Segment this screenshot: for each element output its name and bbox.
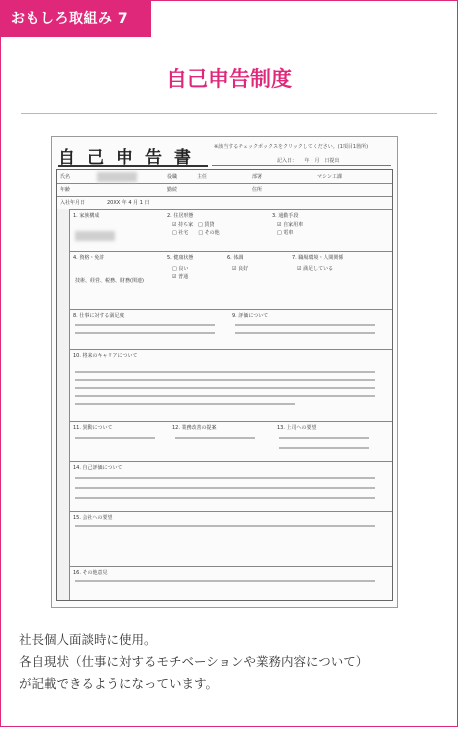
form-row: 入社年月日 20XX 年 4 月 1 日 [57, 196, 392, 210]
description [19, 629, 444, 695]
form-section: 16. その他意見 [57, 566, 392, 600]
description-line: 各自現状（仕事に対するモチベーションや業務内容について） [19, 654, 369, 669]
form-section: 15. 会社への要望 [57, 511, 392, 567]
section-tab: おもしろ取組み 7 [1, 1, 151, 37]
form-section: 14. 自己評価について [57, 461, 392, 512]
document-instruction: ※該当するチェックボックスをクリックしてください。(1項目1箇所) [214, 144, 369, 150]
document-date-row: 記入日： 年 月 日提出 [277, 158, 340, 164]
page-title [1, 63, 457, 93]
form-row: 年齢 勤続 住所 [57, 183, 392, 197]
form-section: 8. 仕事に対する満足度 9. 評価について [57, 309, 392, 350]
document-title: 自己申告書 [58, 143, 208, 167]
form-section: 10. 将来のキャリアについて [57, 349, 392, 422]
page-title-text: 自己申告制度 [162, 67, 296, 91]
form-section: 1. 家族構成 2. 住居形態 3. 通勤手段 ☑ 持ち家 □ 賃貸 □ 社宅 □ その他 ☑ 自家用車 □ 電車 [57, 209, 392, 252]
form-row: 氏名 役職 主任 部署 マシン工課 [57, 170, 392, 184]
document-image [51, 136, 398, 608]
form-section: 4. 資格・免許 5. 健康状態 6. 体調 7. 職場環境・人間関係 技術、経営、税務、財務(関連) □ 良い ☑ 普通 ☑ 良好 ☑ 満足している [57, 251, 392, 310]
description-line: 社長個人面談時に使用。 [19, 632, 157, 647]
form-section: 11. 異動について 12. 業務改善の提案 13. 上司への要望 [57, 421, 392, 462]
document-line [212, 165, 391, 166]
description-line: が記載できるようになっています。 [19, 676, 219, 691]
divider [21, 113, 437, 114]
form-grid [56, 169, 393, 601]
